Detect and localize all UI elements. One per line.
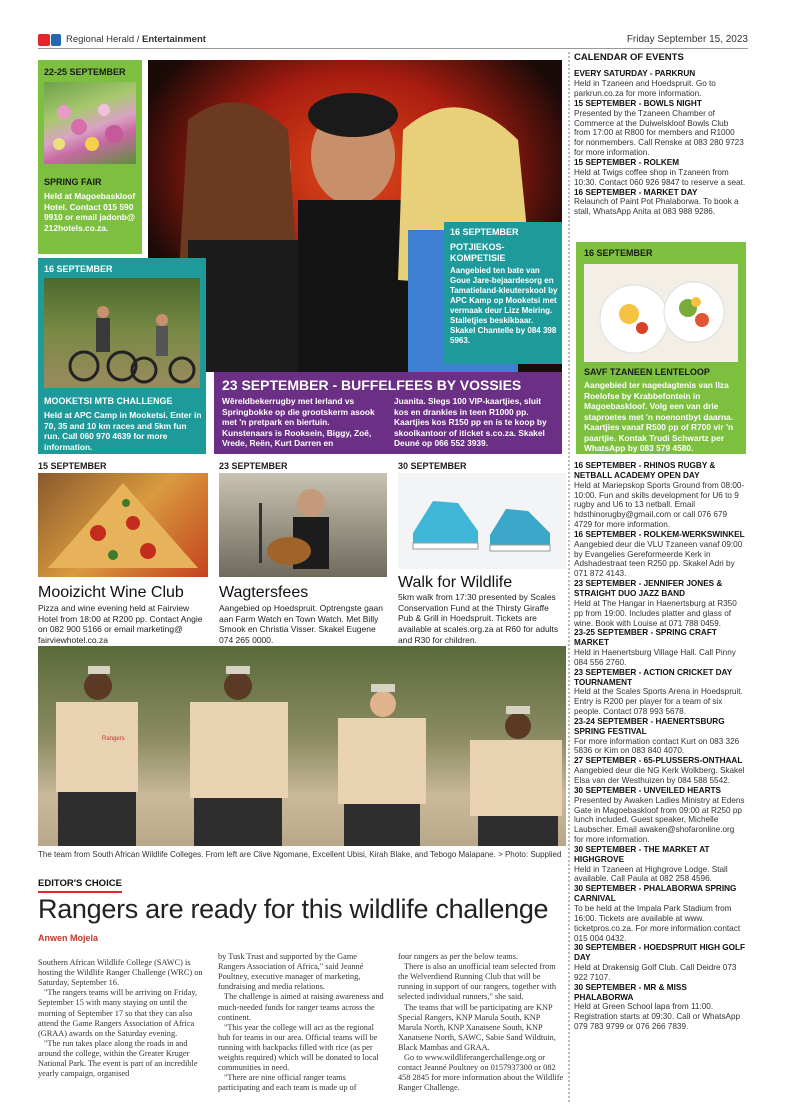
wagter-title: Wagtersfees (219, 584, 309, 601)
issue-date: Friday September 15, 2023 (626, 34, 748, 45)
calendar-title: CALENDAR OF EVENTS (574, 52, 684, 63)
walk-body: 5km walk from 17:30 presented by Scales Conservation Fund at the Thirsty Giraffe Pub & Grill in Hoedspruit. Tickets are available at scales.org.za at R60 for adults and R30 for children. (398, 592, 559, 645)
calendar-bottom (574, 461, 746, 1032)
calendar-item-text: Presented by Awaken Ladies Ministry at Edens Gate in Magoebaskloof from 09:00 at R250 pp lunch included. Guest speaker, Michelle Laubscher. Email awaken@shofaronline.org for more information. (574, 795, 745, 845)
potjiekos-date: 16 SEPTEMBER (450, 227, 519, 237)
calendar-item (574, 668, 746, 717)
calendar-item-text: Held at Twigs coffee shop in Tzaneen from 10:30. Contact 060 926 9847 to reserve a seat. (574, 167, 746, 187)
walk-date: 30 SEPTEMBER (398, 461, 467, 471)
breakfast-illustration (584, 264, 738, 362)
calendar-item (574, 579, 746, 628)
calendar-divider (568, 52, 570, 1102)
article-paragraph: "This year the college will act as the regional hub for teams in our area. Official teams will be running with backpacks filled with rice (as per weights required) which will be donated to local communities in need. (218, 1022, 379, 1073)
calendar-item (574, 983, 746, 1032)
cyclists-illustration (44, 278, 200, 388)
calendar-item (574, 845, 746, 884)
header-rule (38, 48, 748, 49)
logo-blue-mark (51, 34, 61, 46)
calendar-item-head: 23-25 SEPTEMBER - SPRING CRAFT MARKET (574, 628, 717, 648)
calendar-item (574, 628, 746, 667)
flowers-illustration (44, 82, 136, 164)
calendar-item-text: Held at Mariepskop Sports Ground from 08:00-10:00. Fun and skills development for U6 to 9 rugby and U6 to 13 netball. Email hdsthinorugby@gmail.com or call 076 679 4729 for more information. (574, 480, 745, 530)
calendar-item-text: Held in Tzaneen and Hoedspruit. Go to parkrun.co.za for more information. (574, 79, 716, 99)
wine-date: 15 SEPTEMBER (38, 461, 107, 471)
mtb-title: MOOKETSI MTB CHALLENGE (44, 396, 173, 406)
walk-photo (398, 473, 566, 569)
calendar-item (574, 461, 746, 530)
sneakers-illustration (398, 473, 566, 569)
calendar-item (574, 786, 746, 845)
wagter-photo (219, 473, 387, 577)
calendar-item-head: 30 SEPTEMBER - UNVEILED HEARTS (574, 785, 721, 795)
wine-title: Mooizicht Wine Club (38, 584, 184, 601)
rangers-illustration (38, 646, 566, 846)
calendar-item (574, 717, 746, 756)
calendar-item-head: 16 SEPTEMBER - ROLKEM-WERKSWINKEL (574, 529, 745, 539)
article-paragraph: Go to www.wildliferangerchallenge.org or contact Jeanné Poultney on 0157937300 or 082 458 2845 for more information about the Wildlife Ranger Challenge. (398, 1053, 564, 1093)
section-label: Regional Herald / Entertainment (66, 34, 206, 45)
calendar-item (574, 69, 746, 99)
calendar-item-head: 27 SEPTEMBER - 65-PLUSSERS-ONTHAAL (574, 756, 743, 766)
article-paragraph: Southern African Wildlife College (SAWC) is hosting the Wildlife Ranger Challenge (WRC) on Saturday, September 16. (38, 958, 203, 988)
wagter-body: Aangebied op Hoedspruit. Optrengste gaan aan Farm Watch en Town Watch. Met Billy Smook en Christia Visser. Skakel Eugene 074 265 0000. (219, 603, 383, 645)
calendar-top (574, 52, 746, 217)
buffelfees-col1: Wêreldbekerrugby met Ierland vs Springbokke op die grootskerm asook met 'n pretpark en biertuin. Kunstenaars is Rooksein, Biggy, Zoë, Vrede, Reën, Kurt Darren en (222, 396, 375, 448)
calendar-item-text: Held at the Scales Sports Arena in Hoedspruit. Entry is R200 per player for a team of six people. Contact 078 993 5678. (574, 687, 743, 717)
potjiekos-title: POTJIEKOS-KOMPETISIE (450, 242, 506, 263)
calendar-item-head: 23 SEPTEMBER - JENNIFER JONES & STRAIGHT DUO JAZZ BAND (574, 579, 723, 598)
calendar-item (574, 884, 746, 943)
walk-title: Walk for Wildlife (398, 574, 513, 591)
article-paragraph: "The rangers teams will be arriving on Friday, September 15 with many staying on until the morning of September 17 so that they can also attend the Game Rangers Association of Africa (GRAA) awards on the Saturday evening. (38, 988, 198, 1038)
article-paragraph: four rangers as per the below teams. (398, 952, 519, 961)
calendar-item (574, 188, 746, 218)
article-paragraph: There is also an unofficial team selected from the Welverdiend Running Club that will be running in support of our rangers, together with selected individual runners," she said. (398, 962, 557, 1002)
mtb-box (38, 258, 206, 454)
article-headline: Rangers are ready for this wildlife challenge (38, 894, 549, 924)
brunch-body: Aangebied ter nagedagtenis van Ilza Roelofse by Krabbefontein in Magoebaskloof. Volg een van drie staproetes met 'n noenontbyt daarna. Kaartjies vanaf R500 pp of R700 vir 'n paartjie. Kontak Trudi Schwartz per WhatsApp by 083 579 4580. (584, 380, 734, 453)
spring-fair-photo (44, 82, 136, 164)
calendar-item-head: 16 SEPTEMBER - MARKET DAY (574, 187, 698, 197)
calendar-item (574, 530, 746, 579)
editors-choice-kicker: EDITOR'S CHOICE (38, 878, 122, 893)
calendar-item (574, 943, 746, 982)
calendar-item-head: 23-24 SEPTEMBER - HAENERTSBURG SPRING FESTIVAL (574, 716, 725, 736)
mtb-body: Held at APC Camp in Mooketsi. Enter in 70, 35 and 10 km races and 5km fun run. Call 060 970 4639 for more information. (44, 410, 202, 452)
wine-photo (38, 473, 208, 577)
calendar-item-head: 30 SEPTEMBER - HOEDSPRUIT HIGH GOLF DAY (574, 943, 746, 963)
mtb-photo (44, 278, 200, 388)
article-col-1 (38, 958, 206, 1079)
calendar-item-head: 16 SEPTEMBER - RHINOS RUGBY & NETBALL ACADEMY OPEN DAY (574, 461, 716, 480)
calendar-item-text: Held at Green School lapa from 11:00. Registration starts at 09:30. Call or WhatsApp 079 783 9799 or 076 266 7839. (574, 1002, 741, 1032)
calendar-item-text: Relaunch of Paint Pot Phalaborwa. To book a stall, WhatsApp Anita at 083 988 9286. (574, 197, 739, 217)
calendar-item (574, 158, 746, 188)
article-col-2 (218, 952, 386, 1094)
brunch-date: 16 SEPTEMBER (584, 248, 653, 258)
article-paragraph: "There are nine official ranger teams participating and each team is made up of (218, 1073, 357, 1093)
calendar-item-head: EVERY SATURDAY - PARKRUN (574, 69, 696, 79)
calendar-item-text: Held in Tzaneen at Highgrove Lodge. Stall available. Call Paula at 082 258 4596. (574, 864, 728, 884)
calendar-item-head: 30 SEPTEMBER - PHALABORWA SPRING CARNIVAL (574, 884, 737, 904)
pizza-illustration (38, 473, 208, 577)
calendar-item-text: For more information contact Kurt on 083 326 5836 or Kim on 083 840 4070. (574, 736, 740, 756)
article-byline: Anwen Mojela (38, 933, 99, 943)
calendar-item-head: 30 SEPTEMBER - MR & MISS PHALABORWA (574, 982, 687, 1002)
calendar-item (574, 756, 746, 786)
calendar-item-text: Held at The Hangar in Haenertsburg at R350 pp from 19:00. Includes platter and glass of wine. Book with Louise at 071 788 0459. (574, 598, 737, 628)
guitarist-illustration (219, 473, 387, 577)
article-paragraph: The challenge is aimed at raising awareness and much-needed funds for ranger teams across the continent. (218, 992, 384, 1022)
calendar-item-text: Held at Drakensig Golf Club. Call Deidre 073 922 7107. (574, 963, 737, 982)
brunch-title: SAVF TZANEEN LENTELOOP (584, 367, 710, 377)
rangers-caption: The team from South African Wildlife Colleges. From left are Clive Ngomane, Excellent Ubisi, Kirah Blake, and Tebogo Malapane. > Photo: Supplied (38, 850, 562, 859)
masthead (38, 34, 748, 48)
spring-fair-box (38, 60, 142, 254)
calendar-item-head: 15 SEPTEMBER - BOWLS NIGHT (574, 98, 702, 108)
potjiekos-body: Aangebied ten bate van Goue Jare-bejaardesorg en Tamatieland-kleuterskool by APC Kamp op Mooketsi met vermaak deur Lizz Meiring. Stalletjies beskikbaar. Skakel Chantelle by 084 398 5963. (450, 266, 558, 345)
spring-fair-title: SPRING FAIR (44, 177, 102, 187)
calendar-item (574, 99, 746, 158)
calendar-item-text: Presented by the Tzaneen Chamber of Commerce at the Duiwelskloof Bowls Club from 17:00 at R800 for members and R1000 for nonmembers. Call Renske at 083 280 9723 for more information. (574, 108, 744, 158)
mtb-date: 16 SEPTEMBER (44, 264, 113, 274)
calendar-item-head: 23 SEPTEMBER - ACTION CRICKET DAY TOURNAMENT (574, 667, 733, 687)
spring-fair-body: Held at Magoebaskloof Hotel. Contact 015 590 9910 or email jadonb@ 212hotels.co.za. (44, 191, 136, 233)
wine-body: Pizza and wine evening held at Fairview Hotel from 18:00 at R200 pp. Contact Angie on 082 900 5166 or email marketing@ fairviewhotel.co.za (38, 603, 203, 645)
calendar-item-text: Aangebied deur die NG Kerk Wolkberg. Skakel Elsa van der Westhuizen by 084 588 5542. (574, 766, 745, 785)
calendar-item-text: To be held at the Impala Park Stadium from 16:00. Tickets are available at www. ticketpros.co.za. For more information contact 015 004 0432. (574, 903, 741, 943)
article-col-3 (398, 952, 566, 1094)
wagter-date: 23 SEPTEMBER (219, 461, 288, 471)
calendar-item-head: 30 SEPTEMBER - THE MARKET AT HIGHGROVE (574, 844, 710, 864)
calendar-item-text: Held in Haenertsburg Village Hall. Call Pinny 084 556 2760. (574, 648, 736, 667)
buffelfees-title: 23 SEPTEMBER - BUFFELFEES BY VOSSIES (222, 377, 522, 393)
buffelfees-col2: Juanita. Slegs 100 VIP-kaartjies, sluit kos en drankies in teen R1000 pp. Kaartjies kos R150 pp en is te koop by skoolkantoor of iticket s.co.za. Skakel Deuné op 066 552 3939. (394, 396, 547, 448)
rangers-photo (38, 646, 566, 846)
buffelfees-box (214, 372, 562, 454)
brunch-box (576, 242, 746, 454)
article-paragraph: by Tusk Trust and supported by the Game Rangers Association of Africa," said Jeanné Poultney, executive manager of marketing, fundraising and media relations. (218, 952, 364, 992)
logo-red-mark (38, 34, 50, 46)
spring-fair-date: 22-25 SEPTEMBER (44, 67, 126, 77)
article-paragraph: "The run takes place along the roads in and around the college, within the Greater Kruger National Park. The event is part of an incredible yearly campaign, organised (38, 1038, 198, 1079)
rangers-shirt-badge: Rangers (102, 736, 125, 742)
brunch-photo (584, 264, 738, 362)
potjiekos-box (444, 222, 562, 364)
calendar-item-head: 15 SEPTEMBER - ROLKEM (574, 157, 680, 167)
article-paragraph: The teams that will be participating are KNP Special Rangers, KNP Marula South, KNP Marula North, KNP Xanatsene South, KNP Xanatsene North, SAWC, Sabie Sand Wildtuin, Black Mambas and GRAA. (398, 1002, 556, 1052)
calendar-item-text: Aangebied deur die VLU Tzaneen vanaf 09:00 by Evangelies Gereformeerde Kerk in Adshadestraat teen R250 pp. Skakel Adri by 071 872 4143. (574, 539, 743, 579)
